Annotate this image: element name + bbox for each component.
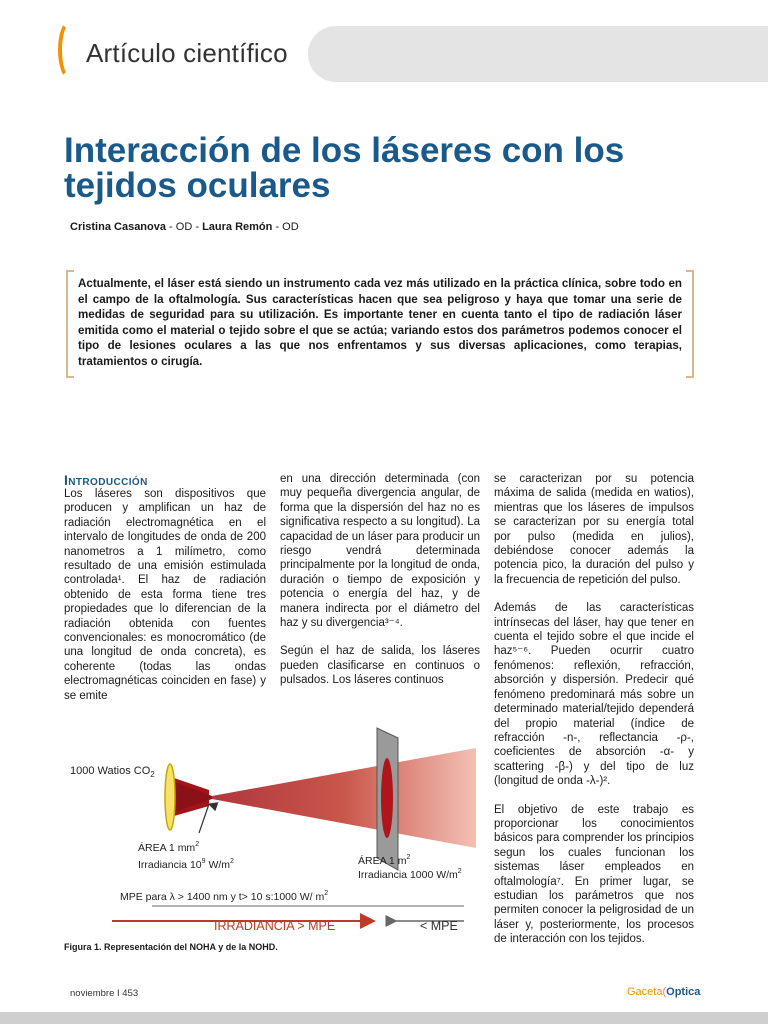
figure-caption: Figura 1. Representación del NOHA y de la NOHD.: [64, 942, 278, 952]
author-name: Laura Remón: [202, 221, 273, 233]
area1-label: ÁREA 1 $mm^2$: [138, 841, 200, 854]
brand-prefix: Gaceta: [627, 986, 663, 998]
article-title: Interacción de los láseres con los tejidos oculares: [64, 131, 625, 205]
paragraph: Según el haz de salida, los láseres pueden clasificarse en continuos o pulsados. Los láseres continuos: [280, 645, 480, 687]
footer-date-issue: noviembre I 453: [70, 988, 139, 999]
section-header-bar: [308, 26, 768, 82]
beam-diverging: [212, 748, 476, 848]
bottom-bar: [0, 1012, 768, 1024]
figure-noha-nohd: [64, 708, 476, 938]
lt-mpe-label: < MPE: [420, 919, 458, 933]
authors-line: Cristina Casanova - OD - Laura Remón - OD: [70, 221, 299, 233]
abstract-bracket-right: [686, 270, 694, 378]
paragraph: en una dirección determinada (con muy pequeña divergencia angular, de forma que la dispersión del haz no es significativa respecto a su longitud). La capacidad de un láser para producir un riesgo vendrá determinada principalmente por la longitud de onda, duración o tiempo de exposición y potencia o energía del haz, y de manera indirecta por el diámetro del haz y su divergencia³⁻⁴.: [280, 473, 480, 630]
author-name: Cristina Casanova: [70, 221, 166, 233]
source-label: 1000 Watios $CO_2$: [70, 765, 155, 779]
section-title: Artículo científico: [86, 38, 288, 68]
abstract: Actualmente, el láser está siendo un instrumento cada vez más utilizado en la práctica clínica, sobre todo en el campo de la oftalmología. Sus características hacen que sea peligroso y haya que tomar una serie de medidas de seguridad para su utilización. Es importante tener en cuenta tanto el tipo de radiación láser emitida como el material o tejido sobre el que se actúa; variando estos dos parámetros podemos conocer el tipo de lesiones oculares a las que nos enfrentamos y sus diversas aplicaciones, como terapias, tratamientos o cirugía.: [78, 277, 682, 368]
irr1-label: Irradiancia $10^9$ $W/m^2$: [138, 858, 234, 871]
orange-parenthesis-icon: [58, 20, 82, 80]
abstract-bracket-left: [66, 270, 74, 378]
irradiance-gt-mpe-label: IRRADIANCIA > MPE: [214, 919, 336, 933]
footer-brand-logo: Gaceta(Optica: [627, 986, 701, 998]
lens-icon: [165, 764, 175, 830]
irr2-label: Irradiancia 1000 $W/m^2$: [358, 868, 462, 881]
brand-main: Optica: [666, 986, 701, 998]
area2-label: ÁREA 1 $m^2$: [358, 854, 411, 867]
paragraph: se caracterizan por su potencia máxima de salida (medida en watios), mientras que los láseres de impulsos se caracterizan por su energía total por pulso (medida en julios), debiéndose conocer además la potencia pico, la duración del pulso y la frecuencia de repetición del pulso.: [494, 473, 694, 586]
paragraph: Además de las características intrínsecas del láser, hay que tener en cuenta el tejido sobre el que incide el haz⁵⁻⁶. Pueden ocurrir cuatro fenómenos: reflexión, refracción, absorción y dispersión. Predecir qué fenómeno predominará más sobre un determinado material/tejido dependerá del propio material (índice de refracción -n-, reflectancia -ρ-, coeficientes de absorción -α- y scattering -β-) y del tipo de luz (longitud de onda -λ-)².: [494, 602, 694, 788]
mpe-label: MPE para λ > 1400 nm y t> 10 s:1000 W/ $m^2$: [120, 890, 329, 903]
text-column-3: [494, 472, 694, 961]
section-heading-introduccion: [64, 472, 148, 488]
author-title: OD: [282, 221, 299, 233]
author-title: OD: [175, 221, 193, 233]
text-column-1: [64, 487, 266, 717]
intro-heading-text: Introducción: [64, 472, 148, 488]
beam-spot: [381, 758, 393, 838]
paragraph: El objetivo de este trabajo es proporcionar los conocimientos básicos para comprender los principios segun los cuales funcionan los sistemas láser empleados en oftalmología⁷. En primer lugar, se estudian los parámetros que nos permiten conocer la peligrosidad de un láser y, posteriormente, los procesos de interacción con los tejidos.: [494, 803, 694, 946]
text-column-2: [280, 472, 480, 702]
paragraph: Los láseres son dispositivos que producen y amplifican un haz de radiación electromagnética en el intervalo de longitudes de onda de 200 nanometros a 1 milímetro, como resultado de una emisión estimulada controlada¹. El haz de radiación obtenido de esta forma tiene tres propiedades que lo diferencian de la radiación obtenida con fuentes convencionales: es monocromático (de una longitud de onda concreta), es coherente (todas las ondas electromagnéticas coinciden en fase) y se emite: [64, 488, 266, 702]
laser-diagram: [64, 708, 476, 938]
